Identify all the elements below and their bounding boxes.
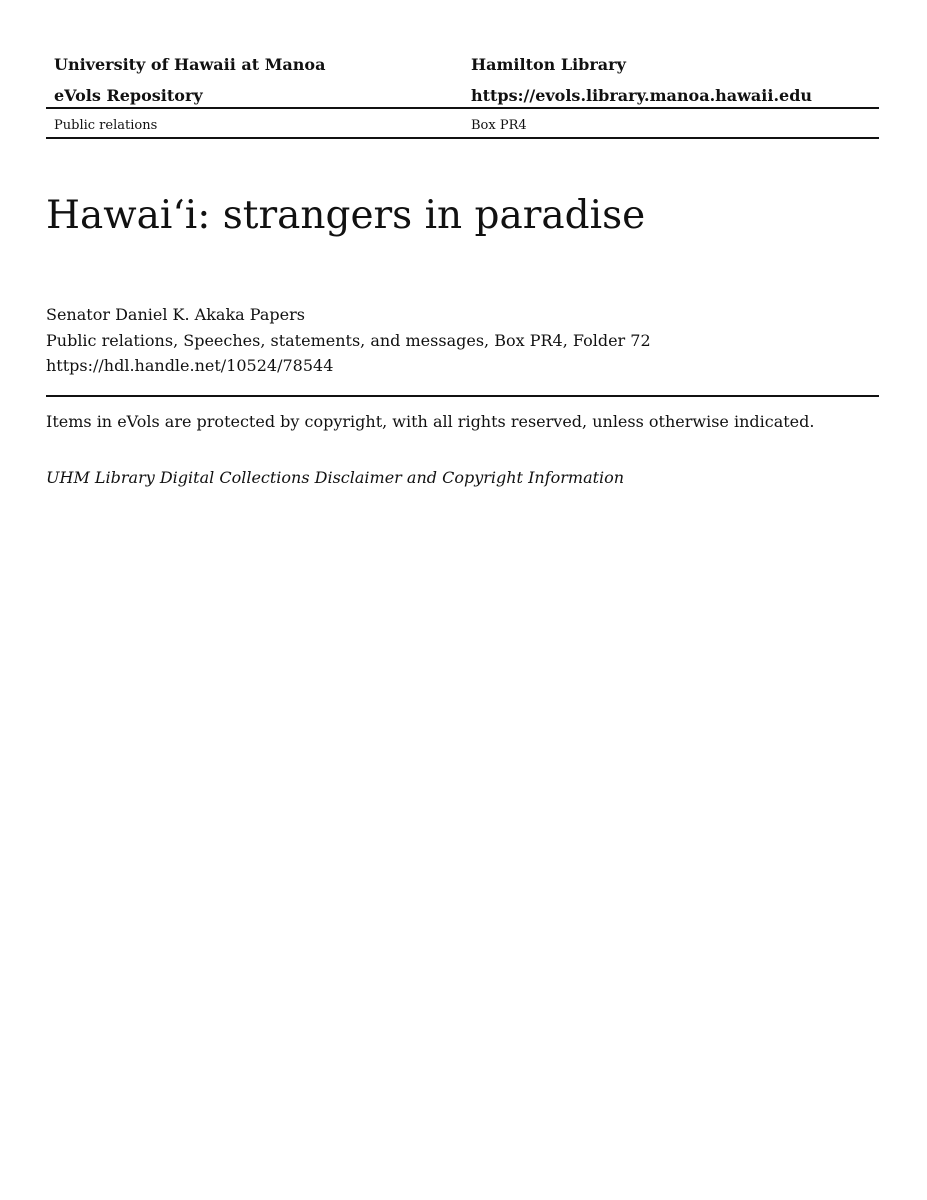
institution-name: University of Hawaii at Manoa	[54, 55, 326, 74]
header-table	[46, 53, 879, 133]
header-row-secondary	[46, 84, 879, 108]
box-label: Box PR4	[471, 118, 527, 133]
disclaimer-link[interactable]: UHM Library Digital Collections Disclaimer and Copyright Information	[46, 468, 625, 487]
rights-statement: Items in eVols are protected by copyright, with all rights reserved, unless otherwise indicated.	[46, 412, 815, 431]
repository-name: eVols Repository	[54, 86, 203, 105]
header-divider-bottom	[46, 137, 879, 139]
folder-location: Public relations, Speeches, statements, and messages, Box PR4, Folder 72	[46, 330, 651, 350]
library-name: Hamilton Library	[471, 55, 626, 74]
repository-url-link[interactable]: https://evols.library.manoa.hawaii.edu	[471, 86, 813, 105]
handle-link[interactable]: https://hdl.handle.net/10524/78544	[46, 356, 334, 375]
collection-name: Senator Daniel K. Akaka Papers	[46, 305, 305, 324]
section-divider	[46, 395, 879, 397]
header-divider-top	[46, 107, 879, 109]
header-row-tertiary	[46, 116, 879, 136]
document-metadata	[46, 302, 651, 379]
document-title: Hawai‘i: strangers in paradise	[46, 193, 646, 238]
header-row-primary	[46, 53, 879, 84]
series-label: Public relations	[54, 118, 158, 133]
